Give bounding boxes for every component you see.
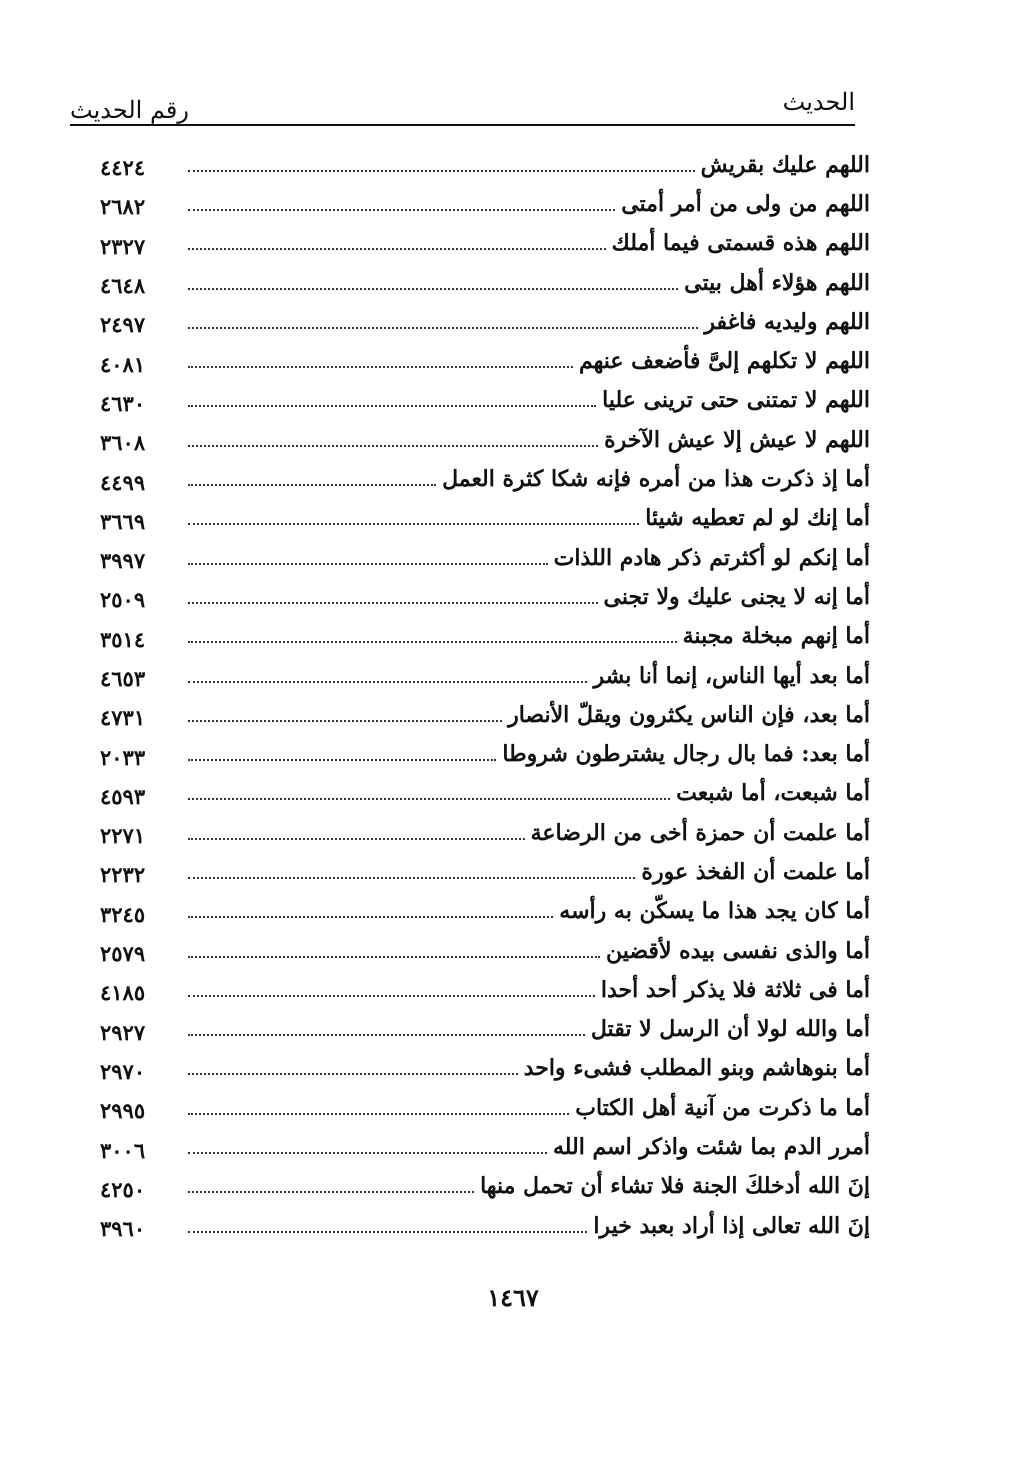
- index-entry: [100, 459, 870, 498]
- header-divider: [70, 124, 855, 126]
- dot-leader: [188, 405, 596, 407]
- dot-leader: [188, 1113, 569, 1115]
- dot-leader: [188, 248, 606, 250]
- entry-number: ٤٧٣١: [100, 705, 146, 731]
- entry-number: ٤٦٥٣: [100, 666, 146, 691]
- index-entry: [100, 931, 870, 970]
- dot-leader: [188, 1152, 547, 1154]
- dot-leader: [188, 327, 698, 329]
- index-entry: [100, 145, 870, 184]
- entry-text: أما فى ثلاثة فلا يذكر أحد أحدا: [600, 976, 870, 1003]
- dot-leader: [188, 956, 600, 958]
- index-entry: [100, 813, 870, 852]
- index-entry: [100, 970, 870, 1009]
- index-entry: [100, 892, 870, 931]
- dot-leader: [188, 1073, 518, 1075]
- index-entry: [100, 381, 870, 420]
- dot-leader: [188, 916, 553, 918]
- entry-number: ٢٥٠٩: [100, 587, 146, 613]
- dot-leader: [188, 602, 598, 604]
- entry-text: أما بعد: فما بال رجال يشترطون شروطا: [502, 741, 870, 768]
- dot-leader: [188, 288, 678, 290]
- entry-text: أما كان يجد هذا ما يسكّن به رأسه: [559, 898, 870, 925]
- entry-number: ٣٩٩٧: [100, 548, 146, 574]
- dot-leader: [188, 720, 502, 722]
- entry-number: ٤١٨٥: [100, 980, 146, 1006]
- entry-number: ٤٦٤٨: [100, 273, 146, 299]
- entry-number: ٤٦٣٠: [100, 390, 146, 416]
- entry-text: أما شبعت، أما شبعت: [676, 780, 870, 807]
- index-entry: [100, 774, 870, 813]
- entry-text: أمرر الدم بما شئت واذكر اسم الله: [552, 1134, 870, 1161]
- dot-leader: [188, 563, 548, 565]
- entry-text: إنَ الله تعالى إذا أراد بعبد خيرا: [593, 1212, 870, 1239]
- entry-text: أما والذى نفسى بيده لأقضين: [605, 937, 870, 964]
- index-entry: [100, 617, 870, 656]
- entry-number: ٢٤٩٧: [100, 312, 146, 338]
- entry-text: اللهم لا تكلهم إلىَّ فأضعف عنهم: [578, 348, 870, 375]
- entry-text: اللهم هؤلاء أهل بيتى: [684, 269, 870, 296]
- entry-number: ٤٢٥٠: [100, 1176, 146, 1202]
- dot-leader: [188, 209, 615, 211]
- dot-leader: [188, 759, 496, 761]
- entry-number: ٢٩٧٠: [100, 1058, 146, 1084]
- entry-text: أما علمت أن حمزة أخى من الرضاعة: [530, 819, 870, 846]
- header-hadith-number-label: رقم الحديث: [70, 96, 189, 124]
- dot-leader: [188, 877, 635, 879]
- dot-leader: [188, 1191, 474, 1193]
- entry-text: أما إنكم لو أكثرتم ذكر هادم اللذات: [553, 544, 870, 571]
- entry-number: ٢٦٨٢: [100, 194, 146, 220]
- index-entry: [100, 1049, 870, 1088]
- entry-number: ٤٤٢٤: [100, 155, 146, 181]
- entry-number: ٤٥٩٣: [100, 783, 146, 809]
- index-entry: [100, 1206, 870, 1245]
- index-entry: [100, 420, 870, 459]
- entry-text: أما بعد، فإن الناس يكثرون ويقلّ الأنصار: [508, 701, 870, 728]
- index-entry: [100, 499, 870, 538]
- entry-text: أما إنه لا يجنى عليك ولا تجنى: [603, 583, 870, 610]
- entry-text: اللهم لا تمتنى حتى ترينى عليا: [602, 387, 870, 414]
- dot-leader: [188, 445, 598, 447]
- entry-text: أما والله لولا أن الرسل لا تقتل: [590, 1016, 870, 1043]
- entry-number: ٤٤٩٩: [100, 469, 146, 495]
- index-entry: [100, 577, 870, 616]
- entry-text: أما بنوهاشم وبنو المطلب فشىء واحد: [523, 1055, 870, 1082]
- entry-text: إنَ الله أدخلكَ الجنة فلا تشاء أن تحمل منها: [480, 1173, 870, 1200]
- index-entry: [100, 1127, 870, 1166]
- dot-leader: [188, 484, 436, 486]
- dot-leader: [188, 1231, 587, 1233]
- dot-leader: [188, 681, 587, 683]
- index-entry: [100, 538, 870, 577]
- hadith-index-list: [100, 145, 870, 1245]
- entry-number: ٢٠٣٣: [100, 744, 146, 770]
- index-entry: [100, 1167, 870, 1206]
- index-entry: [100, 1010, 870, 1049]
- dot-leader: [188, 995, 595, 997]
- index-entry: [100, 695, 870, 734]
- index-entry: [100, 302, 870, 341]
- index-entry: [100, 656, 870, 695]
- entry-number: ٣٠٠٦: [100, 1137, 146, 1163]
- entry-text: أما إذ ذكرت هذا من أمره فإنه شكا كثرة العمل: [442, 466, 870, 493]
- page-header: [70, 88, 855, 128]
- entry-text: أما ما ذكرت من آنية أهل الكتاب: [575, 1094, 870, 1121]
- index-entry: [100, 224, 870, 263]
- entry-number: ٤٠٨١: [100, 351, 146, 377]
- entry-number: ٢٢٣٢: [100, 862, 146, 888]
- entry-text: أما إنهم مبخلة مجبنة: [682, 623, 870, 650]
- header-hadith-label: الحديث: [782, 88, 855, 116]
- page-number: ١٤٦٧: [487, 1283, 539, 1312]
- entry-text: أما بعد أيها الناس، إنما أنا بشر: [593, 662, 870, 689]
- entry-number: ٣٦٦٩: [100, 508, 146, 534]
- entry-text: اللهم من ولى من أمر أمتى: [621, 190, 870, 217]
- dot-leader: [188, 838, 525, 840]
- index-entry: [100, 734, 870, 773]
- dot-leader: [188, 170, 695, 172]
- index-entry: [100, 263, 870, 302]
- entry-number: ٢٩٩٥: [100, 1098, 146, 1124]
- entry-text: أما إنك لو لم تعطيه شيئا: [645, 505, 870, 532]
- entry-text: اللهم هذه قسمتى فيما أملك: [611, 230, 870, 257]
- entry-text: اللهم وليديه فاغفر: [704, 308, 870, 335]
- entry-number: ٢٢٧١: [100, 823, 146, 849]
- index-entry: [100, 341, 870, 380]
- entry-number: ٢٥٧٩: [100, 941, 146, 967]
- dot-leader: [188, 641, 677, 643]
- dot-leader: [188, 366, 573, 368]
- index-entry: [100, 852, 870, 891]
- entry-text: اللهم لا عيش إلا عيش الآخرة: [604, 426, 870, 453]
- dot-leader: [188, 798, 670, 800]
- dot-leader: [188, 523, 639, 525]
- entry-number: ٣٩٦٠: [100, 1216, 146, 1242]
- entry-text: اللهم عليك بقريش: [700, 151, 870, 178]
- entry-number: ٣٢٤٥: [100, 901, 146, 927]
- entry-text: أما علمت أن الفخذ عورة: [641, 858, 870, 885]
- dot-leader: [188, 1034, 585, 1036]
- index-entry: [100, 184, 870, 223]
- entry-number: ٢٣٢٧: [100, 233, 146, 259]
- index-entry: [100, 1088, 870, 1127]
- entry-number: ٢٩٢٧: [100, 1019, 146, 1045]
- entry-number: ٣٥١٤: [100, 626, 146, 652]
- entry-number: ٣٦٠٨: [100, 430, 146, 456]
